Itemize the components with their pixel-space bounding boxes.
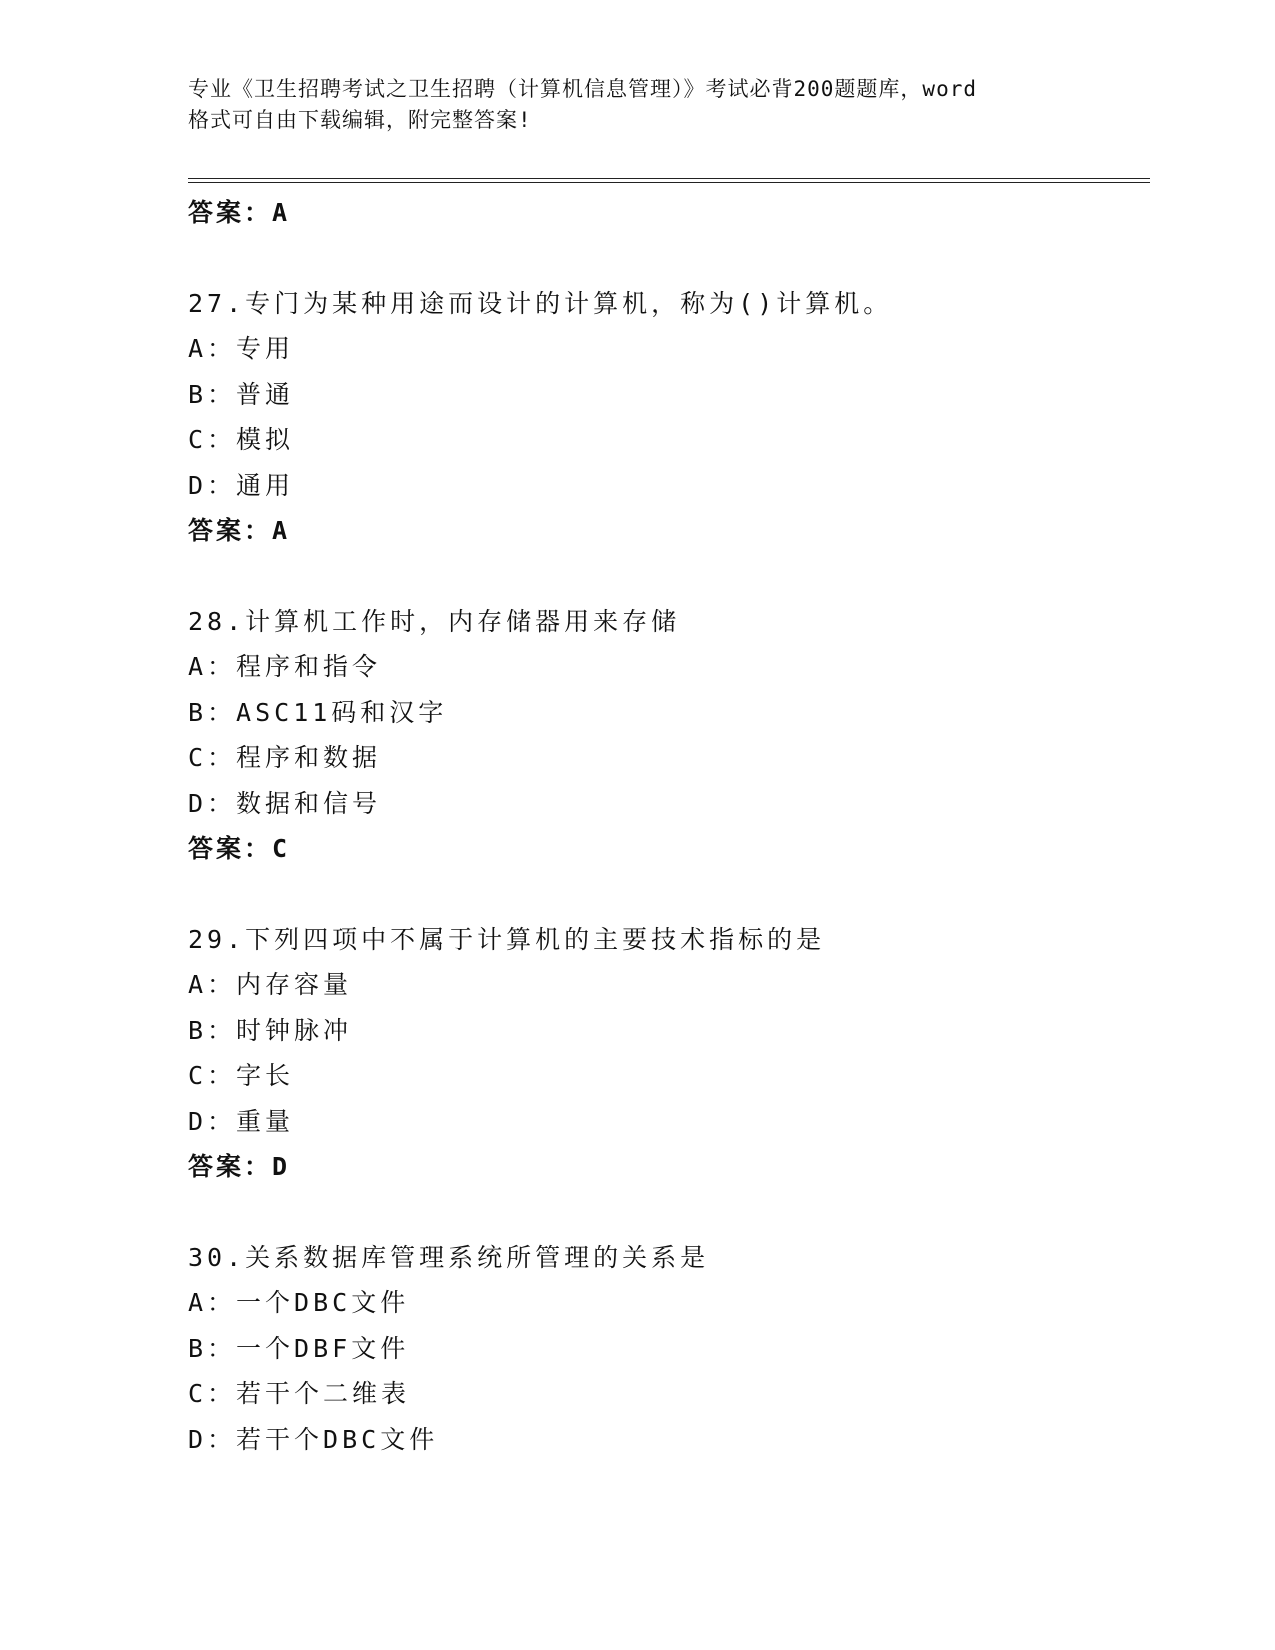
question-text: 29.下列四项中不属于计算机的主要技术指标的是	[188, 924, 826, 954]
option-a: A：专用	[188, 334, 295, 363]
answer-line: 答案：A	[188, 516, 291, 545]
option-b: B：时钟脉冲	[188, 1015, 353, 1045]
option-d: D：重量	[188, 1106, 295, 1136]
question-list	[188, 190, 1148, 1462]
header-line-2: 格式可自由下载编辑，附完整答案!	[188, 108, 532, 132]
question-27	[188, 281, 1148, 554]
option-d: D：通用	[188, 470, 295, 500]
option-b: B：ASC11码和汉字	[188, 697, 448, 727]
header-divider-bottom	[188, 182, 1150, 183]
question-29	[188, 917, 1148, 1190]
answer-line: 答案：A	[188, 198, 291, 227]
option-c: C：程序和数据	[188, 743, 382, 772]
header-line-1: 专业《卫生招聘考试之卫生招聘（计算机信息管理）》考试必背200题题库，word	[188, 77, 977, 101]
question-text: 28.计算机工作时，内存储器用来存储	[188, 606, 681, 636]
answer-line: 答案：D	[188, 1152, 291, 1181]
option-c: C：模拟	[188, 425, 295, 454]
option-d: D：数据和信号	[188, 788, 382, 818]
question-text: 30.关系数据库管理系统所管理的关系是	[188, 1242, 710, 1272]
option-c: C：字长	[188, 1061, 295, 1090]
header-divider-top	[188, 178, 1150, 179]
option-a: A：一个DBC文件	[188, 1288, 410, 1317]
option-d: D：若干个DBC文件	[188, 1424, 439, 1454]
option-c: C：若干个二维表	[188, 1379, 411, 1408]
answer-line: 答案：C	[188, 834, 291, 863]
option-b: B：普通	[188, 379, 295, 409]
option-a: A：程序和指令	[188, 652, 382, 681]
question-28	[188, 599, 1148, 872]
question-30	[188, 1235, 1148, 1463]
question-text: 27.专门为某种用途而设计的计算机，称为()计算机。	[188, 288, 893, 318]
option-b: B：一个DBF文件	[188, 1333, 410, 1363]
option-a: A：内存容量	[188, 970, 353, 999]
document-header	[188, 74, 1088, 136]
